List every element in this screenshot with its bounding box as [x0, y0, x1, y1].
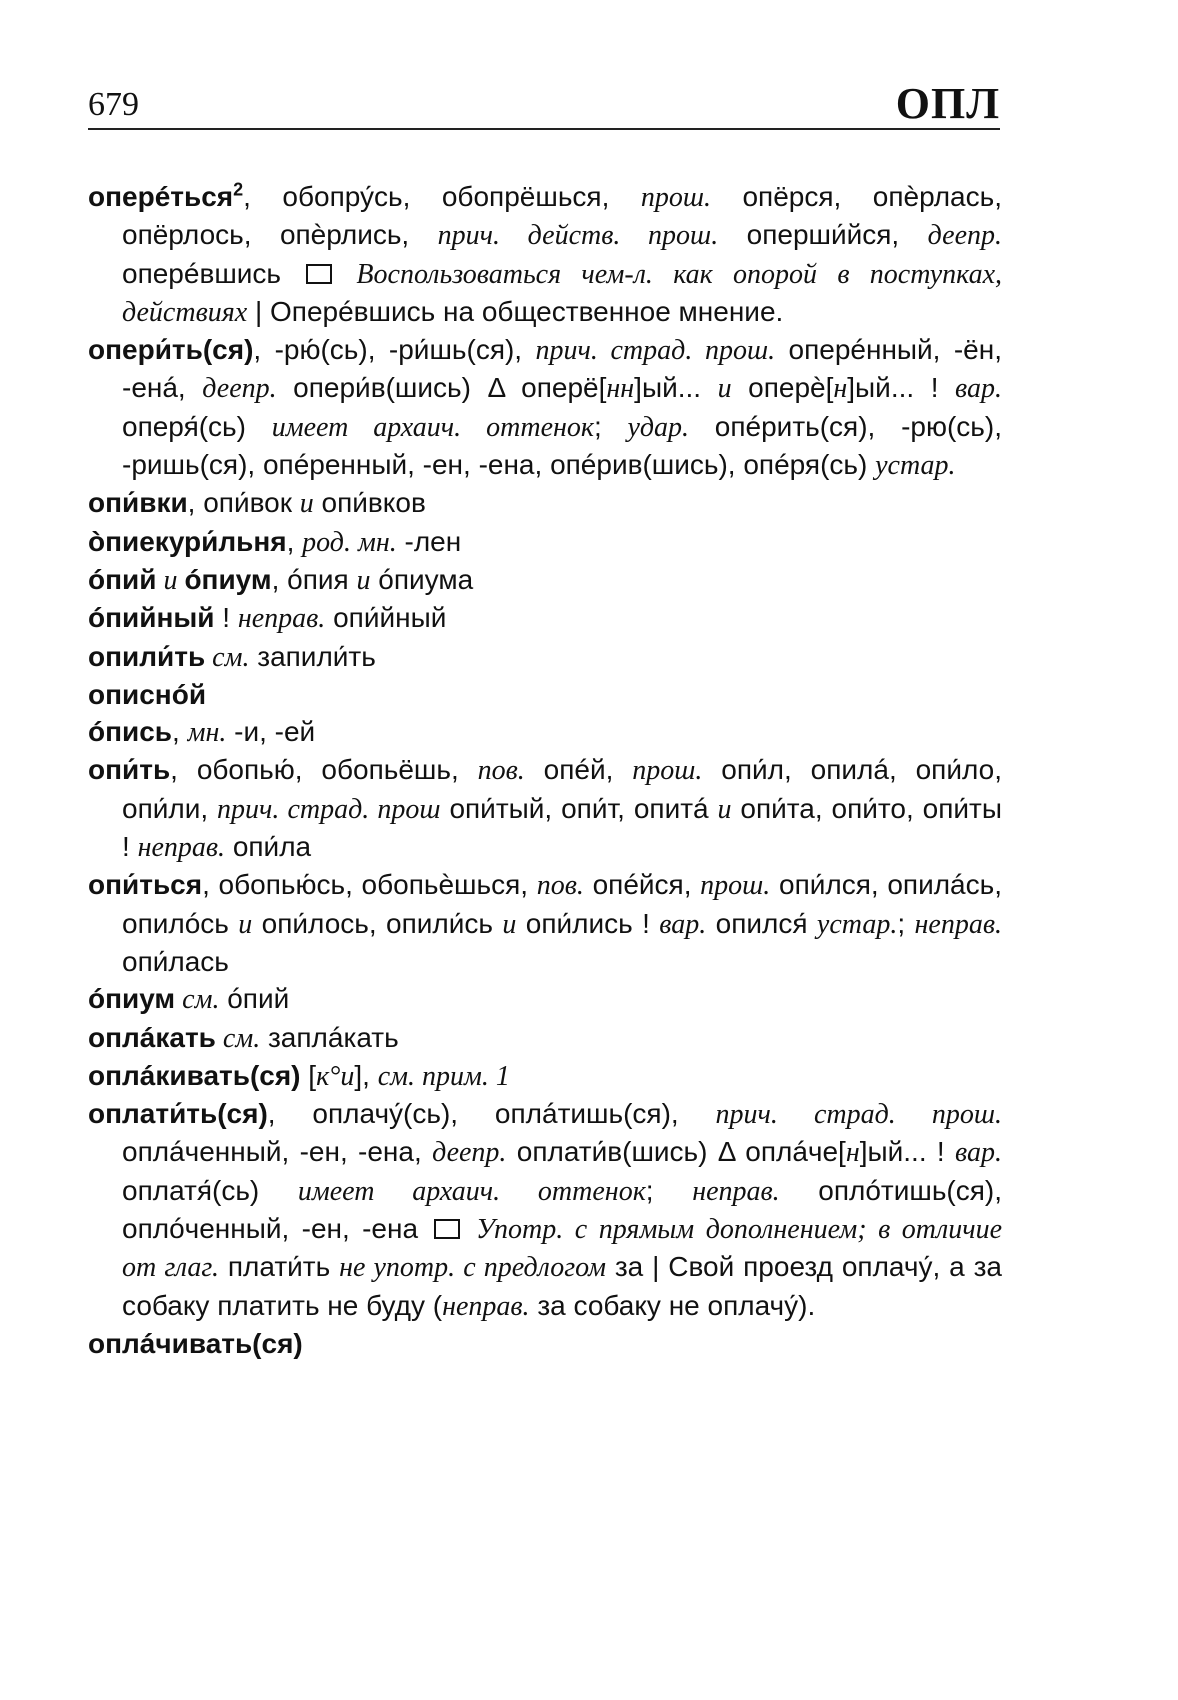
entry-text: [: [300, 1059, 317, 1091]
label-italic: удар.: [627, 411, 690, 443]
label-italic: см.: [175, 984, 220, 1016]
headword: опи́ться: [88, 869, 203, 901]
label-italic: см.: [205, 641, 250, 673]
label-italic: неправ.: [237, 603, 326, 635]
entry-text: опи́йный: [325, 602, 447, 634]
dictionary-entry: [88, 638, 1002, 676]
entry-text: ;: [897, 907, 915, 939]
entry-text: опи́лась: [122, 945, 229, 977]
entry-text: ],: [354, 1059, 378, 1091]
header-rule: [88, 128, 1000, 130]
label-italic: пов.: [477, 755, 525, 787]
headword: оплáкать: [88, 1021, 216, 1053]
entry-text: ;: [593, 410, 628, 442]
entry-text: ]ый...: [634, 372, 718, 404]
meaning-box-icon: [434, 1219, 460, 1239]
headword: óпийный: [88, 602, 215, 634]
entry-text: ]ый... !: [847, 372, 956, 404]
dictionary-entry: [88, 1095, 1002, 1325]
entry-text: , опи́вок: [187, 487, 300, 519]
label-italic: н: [845, 1137, 860, 1169]
headword: оплáкивать(ся): [88, 1059, 301, 1091]
dictionary-entry: [88, 178, 1002, 331]
entry-text: -и, -ей: [226, 716, 316, 748]
entry-text: опéй,: [524, 754, 633, 786]
label-italic: вар.: [659, 908, 707, 940]
headword: óпиум: [88, 983, 176, 1015]
dictionary-entry: [88, 751, 1002, 866]
entry-text: опи́та, опи́то, опи́ты !: [122, 792, 1002, 863]
label-italic: имеет архаич. оттенок: [271, 411, 594, 443]
label-italic: и: [238, 908, 253, 940]
entry-text: , обопью́сь, обопьѐшься,: [202, 869, 537, 901]
entry-text: , óпия: [271, 563, 357, 595]
label-italic: и: [156, 564, 185, 596]
running-head: ОПЛ: [895, 79, 1000, 128]
label-italic: неправ.: [442, 1290, 530, 1322]
headword: óпиум: [184, 563, 272, 595]
label-italic: прош.: [700, 870, 771, 902]
label-italic: прич. страд. прош: [217, 793, 441, 825]
headword: óпий: [88, 563, 157, 595]
label-italic: пов.: [536, 870, 584, 902]
label-italic: вар.: [955, 373, 1002, 405]
label-italic: и: [717, 793, 732, 825]
dictionary-entry: [88, 523, 1002, 561]
label-italic: и: [717, 373, 732, 405]
homonym-index: 2: [233, 179, 244, 200]
label-italic: мн.: [187, 717, 227, 749]
entry-text: плати́ть: [218, 1251, 340, 1283]
page-number: 679: [88, 86, 139, 123]
entry-text: оперѐ[: [731, 372, 834, 404]
entry-text: , -рю́(сь), -ри́шь(ся),: [253, 334, 536, 366]
label-italic: Воспользоваться чем-л. как опорой в поступках, действиях: [122, 258, 1003, 328]
label-italic: и: [299, 488, 314, 520]
label-italic: см.: [215, 1022, 261, 1054]
entry-text: опи́лись !: [516, 907, 660, 939]
label-italic: прош.: [632, 755, 703, 787]
label-italic: к°и: [316, 1060, 355, 1092]
entry-text: -лен: [396, 525, 462, 557]
entry-text: опи́л, опилá, опи́ло, опи́ли,: [122, 754, 1002, 824]
entry-text: | Оперéвшись на общественное мнение.: [247, 295, 784, 327]
label-italic: деепр.: [202, 373, 277, 405]
headword: оплáчивать(ся): [88, 1327, 303, 1359]
label-italic: прич. страд. прош.: [715, 1099, 1002, 1131]
dictionary-entry: [88, 980, 1002, 1018]
headword: òпиекури́льня: [88, 525, 287, 557]
label-italic: деепр.: [927, 220, 1003, 252]
label-italic: деепр.: [432, 1137, 507, 1169]
entry-text: опился́: [706, 907, 817, 939]
entry-text: опи́тый, опи́т, опитá: [440, 792, 718, 824]
headword: опи́ть: [88, 754, 171, 786]
dictionary-entry: [88, 331, 1002, 484]
label-italic: и: [502, 908, 517, 940]
headword: опи́вки: [88, 487, 188, 519]
headword: оплати́ть(ся): [88, 1098, 268, 1130]
headword: опили́ть: [88, 640, 206, 672]
label-italic: неправ.: [137, 832, 226, 864]
label-italic: неправ.: [692, 1175, 780, 1207]
entry-text: ]ый... !: [859, 1136, 956, 1168]
label-italic: вар.: [955, 1137, 1002, 1169]
entry-text: опери́в(шись) Δ оперё[: [276, 372, 607, 404]
entry-text: оплати́в(шись) Δ оплáче[: [506, 1136, 846, 1168]
label-italic: устар.: [816, 908, 898, 940]
headword: óпись: [88, 716, 173, 748]
label-italic: неправ.: [914, 908, 1003, 940]
entry-text: заплáкать: [260, 1021, 399, 1053]
entry-text: опи́лось, опили́сь: [252, 907, 503, 939]
entry-text: !: [214, 602, 238, 634]
entry-text: оперши́йся,: [718, 219, 928, 251]
dictionary-entry: [88, 561, 1002, 599]
entry-text: опéрить(ся), -рю(сь), -ришь(ся), опéренный, -ен, -ена, опéрив(шись), опéря(сь): [122, 410, 1002, 481]
entry-text: , обопью́, обопьёшь,: [170, 754, 478, 786]
label-italic: см. прим. 1: [377, 1060, 510, 1092]
entry-text: оперя́(сь): [122, 410, 272, 442]
label-italic: и: [356, 564, 371, 596]
page-header: [88, 78, 1000, 126]
label-italic: прош.: [640, 182, 711, 213]
label-italic: устар.: [875, 450, 956, 482]
dictionary-entry: [88, 599, 1002, 637]
label-italic: прич. действ. прош.: [437, 220, 719, 252]
label-italic: нн: [606, 373, 635, 405]
entry-text: опи́лся, опилáсь, опилóсь: [122, 869, 1002, 939]
label-italic: род. мн.: [302, 526, 397, 558]
label-italic: прич. страд. прош.: [535, 335, 776, 367]
dictionary-entry: [88, 1057, 1002, 1095]
entry-text: оплатя́(сь): [122, 1174, 298, 1206]
entry-text: , обопру́сь, обопрёшься,: [243, 181, 641, 212]
label-italic: н: [833, 373, 848, 405]
label-italic: имеет архаич. оттенок: [297, 1175, 646, 1207]
entry-text: ;: [645, 1174, 693, 1206]
headword: оперéться: [88, 181, 234, 212]
entry-text: оплáченный, -ен, -ена,: [122, 1136, 433, 1168]
label-italic: не употр. с предлогом: [339, 1252, 606, 1284]
dictionary-entries: [88, 178, 1002, 1362]
entry-text: оперéнный, -ён, -енá,: [122, 334, 1003, 404]
entry-text: запили́ть: [249, 640, 376, 672]
dictionary-entry: [88, 676, 1002, 713]
entry-text: óпий: [219, 983, 290, 1015]
meaning-box-icon: [306, 264, 332, 284]
dictionary-entry: [88, 1019, 1002, 1057]
headword: описнóй: [88, 678, 207, 710]
entry-text: , оплачу́(сь), оплáтишь(ся),: [267, 1098, 716, 1130]
dictionary-entry: [88, 484, 1002, 522]
entry-text: оплóтишь(ся), оплóченный, -ен, -ена: [122, 1174, 1003, 1245]
entry-text: ,: [286, 525, 303, 557]
entry-text: опи́ла: [225, 831, 312, 863]
entry-text: за | Свой проезд оплачу́, а за собаку платить не буду (: [122, 1251, 1002, 1321]
entry-text: опёрся, опѐрлась, опёрлось, опѐрлись,: [122, 181, 1002, 251]
dictionary-entry: [88, 713, 1002, 751]
headword: опери́ть(ся): [88, 334, 254, 366]
dictionary-entry: [88, 866, 1002, 980]
dictionary-entry: [88, 1325, 1002, 1362]
entry-text: оперéвшись: [122, 257, 303, 289]
entry-text: óпиума: [370, 563, 474, 595]
label-italic: Употр. с прямым дополнением; в отличие от глаг.: [122, 1214, 1003, 1284]
entry-text: ,: [172, 716, 188, 748]
entry-text: за собаку не оплачу́).: [529, 1289, 816, 1321]
entry-text: опи́вков: [313, 487, 426, 519]
entry-text: опéйся,: [583, 869, 701, 901]
